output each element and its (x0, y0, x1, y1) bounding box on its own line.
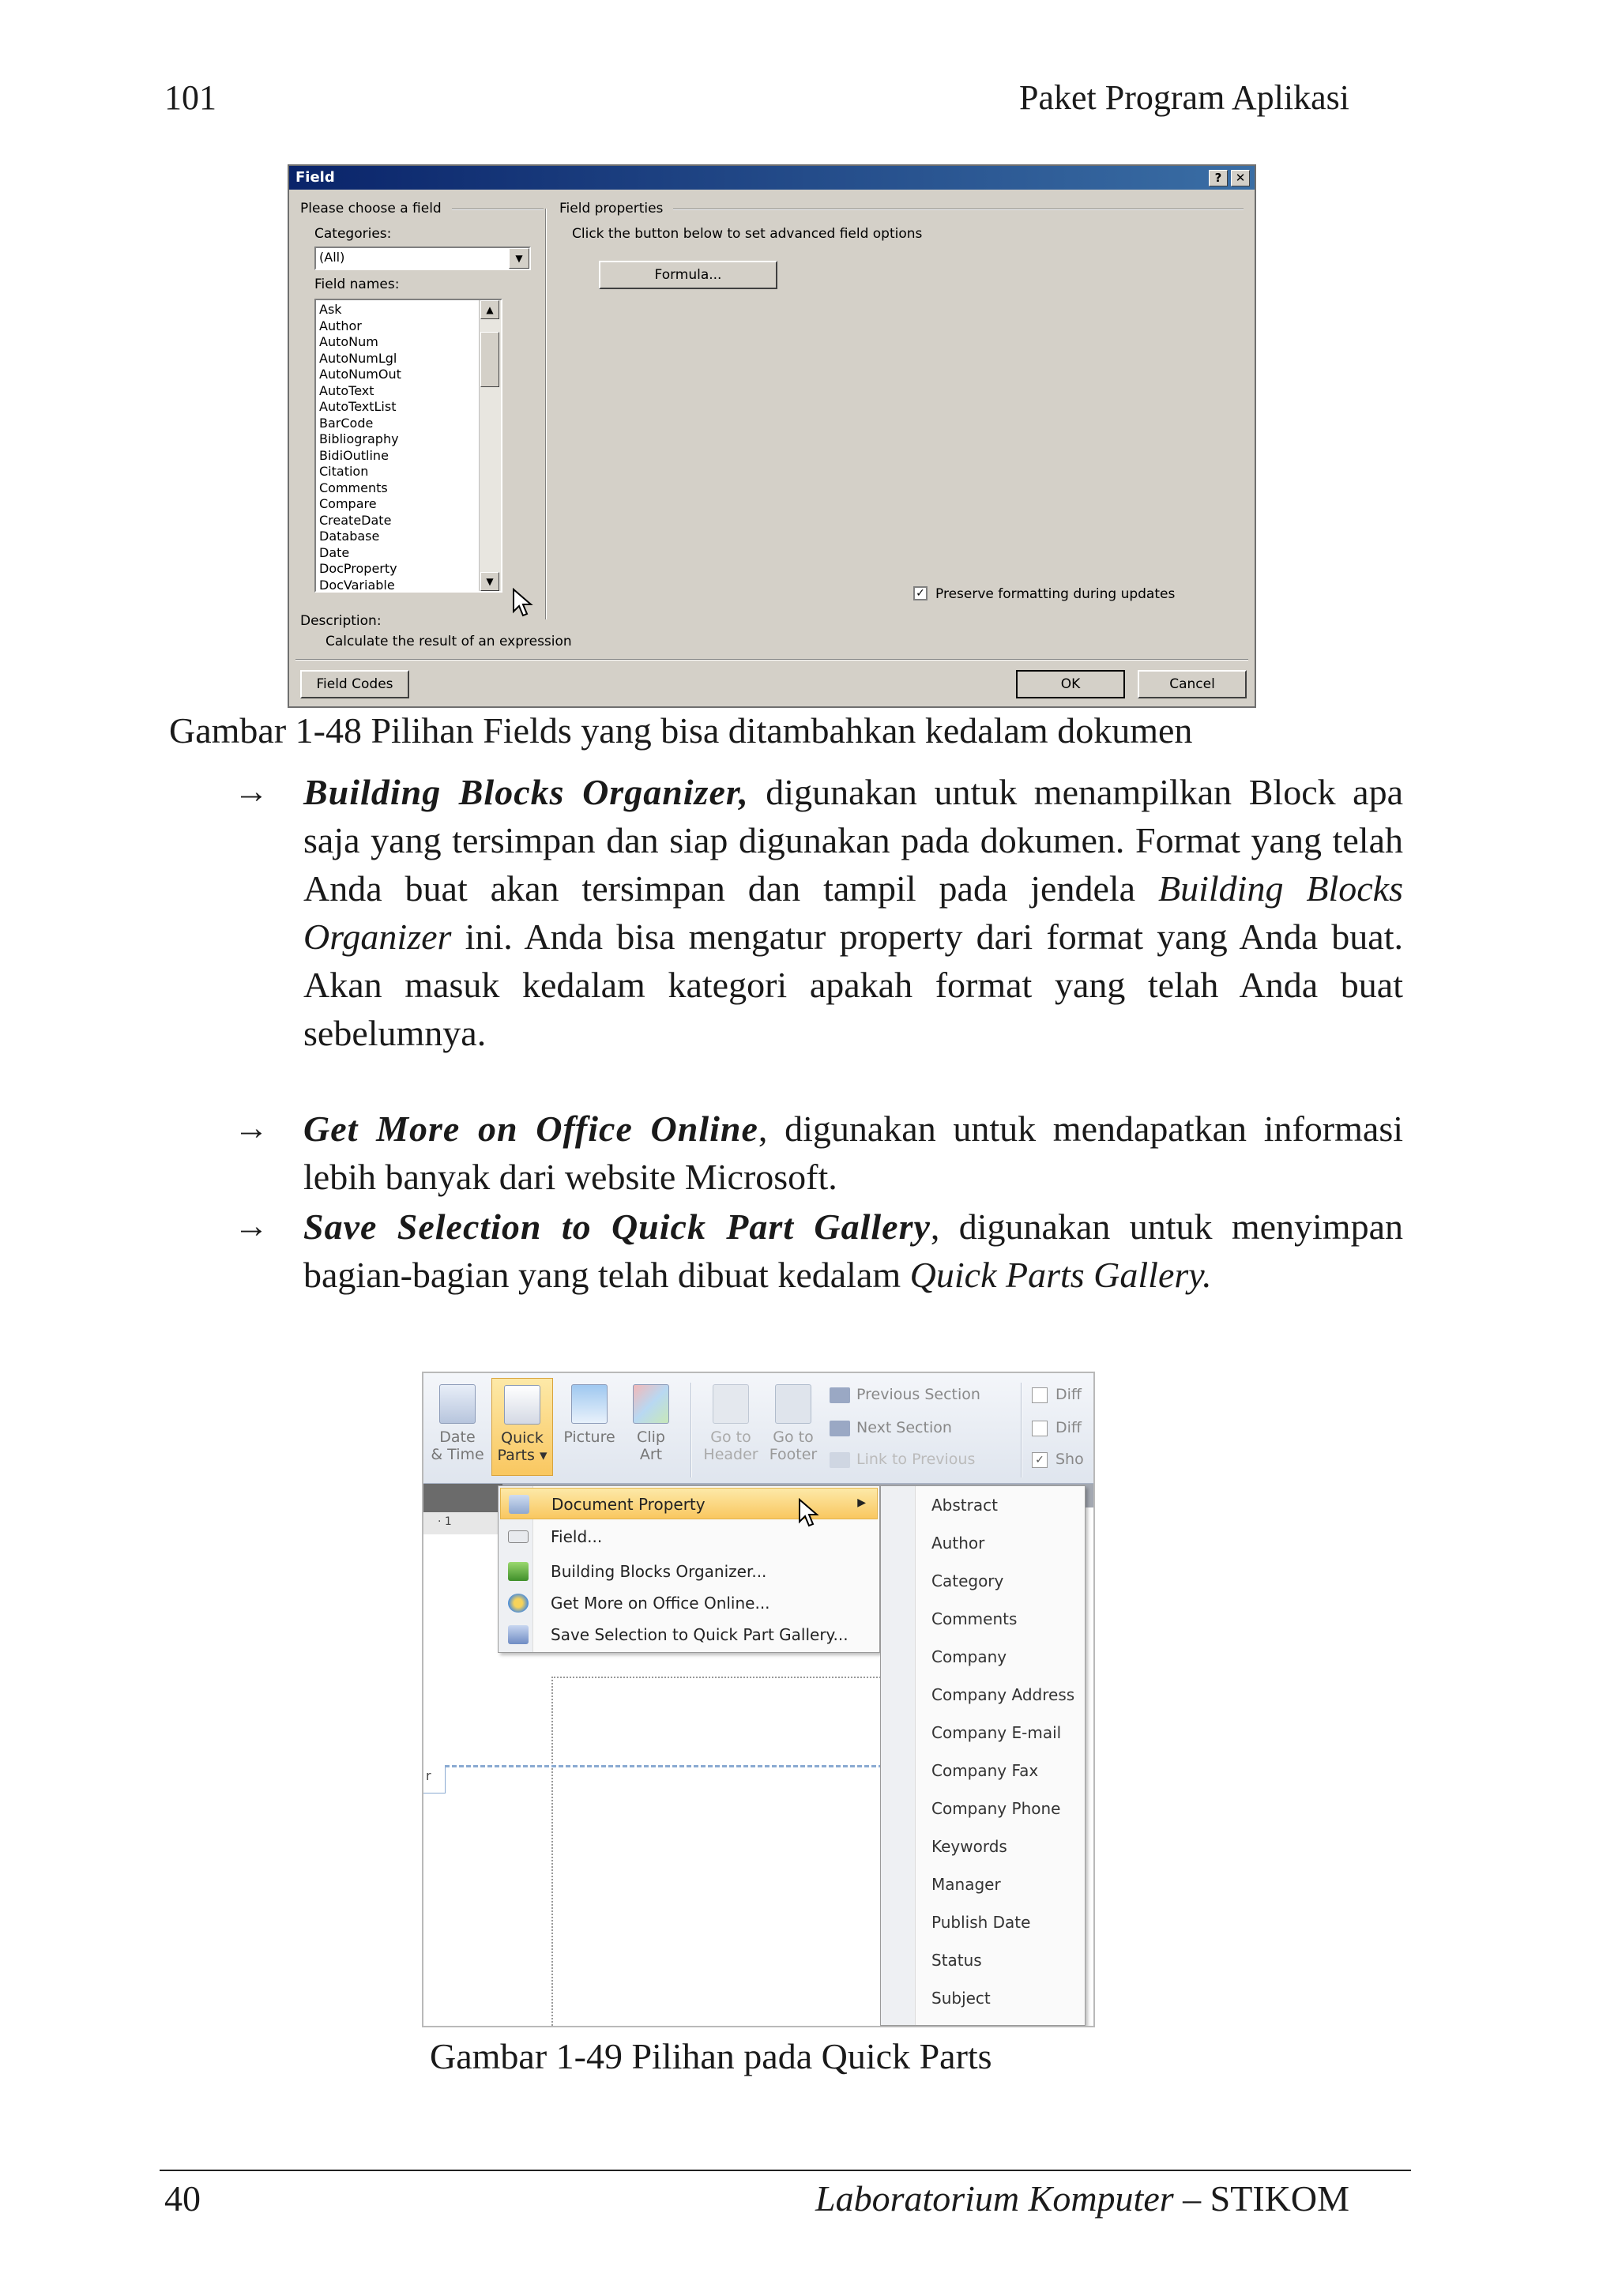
building-blocks-icon (508, 1562, 529, 1581)
formula-button[interactable]: Formula... (599, 261, 777, 289)
chevron-down-icon[interactable]: ▼ (509, 248, 529, 269)
go-to-footer-button[interactable] (765, 1384, 822, 1463)
office-online-icon (508, 1594, 529, 1613)
menu-item-save-selection[interactable] (500, 1619, 878, 1650)
link-to-previous-label: Link to Previous (856, 1451, 976, 1468)
field-name-item[interactable]: AutoNum (319, 334, 378, 349)
quick-parts-label-2: Parts ▾ (497, 1447, 547, 1464)
submenu-item[interactable]: Keywords (931, 1837, 1007, 1856)
bullet-text: ini. Anda bisa mengatur property dari format yang Anda buat. Akan masuk kedalam kategori apakah format yang telah Anda buat sebelumnya. (303, 917, 1403, 1053)
field-name-item[interactable]: Compare (319, 496, 377, 511)
clip-art-label-1: Clip (637, 1428, 665, 1446)
picture-icon (571, 1384, 608, 1424)
next-section-button[interactable] (830, 1419, 952, 1436)
submenu-item[interactable]: Author (931, 1534, 985, 1553)
submenu-icon-strip (881, 1486, 916, 2025)
field-name-item[interactable]: CreateDate (319, 512, 392, 528)
footer-org: STIKOM (1210, 2178, 1349, 2219)
quick-parts-screenshot (422, 1372, 1095, 2027)
menu-item-label: Document Property (551, 1495, 706, 1514)
field-name-item[interactable]: Comments (319, 480, 388, 495)
margin-boundary-line (551, 1677, 553, 2027)
group-divider (673, 209, 1244, 210)
ribbon-separator (1021, 1383, 1022, 1477)
close-button[interactable]: ✕ (1231, 170, 1250, 186)
submenu-item[interactable]: Company Phone (931, 1799, 1061, 1818)
menu-item-label: Save Selection to Quick Part Gallery... (551, 1625, 849, 1644)
bullet-building-blocks (303, 768, 1403, 1057)
menu-item-get-more[interactable] (500, 1587, 878, 1619)
clip-art-label-2: Art (639, 1446, 663, 1463)
field-name-item[interactable]: Bibliography (319, 431, 399, 446)
link-icon (830, 1452, 850, 1468)
submenu-item[interactable]: Status (931, 1951, 982, 1970)
header-boundary-line (551, 1677, 883, 1678)
go-footer-label-2: Footer (769, 1446, 818, 1463)
footer-tab: r (422, 1765, 446, 1794)
option-checkbox-3[interactable] (1032, 1451, 1084, 1468)
clip-art-icon (633, 1384, 669, 1424)
bullet-text: , digunakan untuk mendapatkan informasi lebih banyak dari website Microsoft. (303, 1108, 1403, 1197)
field-dialog (288, 164, 1256, 708)
submenu-item[interactable]: Abstract (931, 1496, 998, 1515)
figure-caption-1-48: Gambar 1-48 Pilihan Fields yang bisa ditambahkan kedalam dokumen (169, 710, 1193, 751)
clip-art-button[interactable] (624, 1384, 678, 1463)
group-divider-vertical (545, 209, 547, 619)
cancel-button[interactable]: Cancel (1138, 670, 1247, 698)
field-name-item[interactable]: Ask (319, 302, 342, 317)
term-get-more: Get More on Office Online (303, 1108, 758, 1149)
date-time-button[interactable] (430, 1384, 485, 1463)
option-label-3: Sho (1055, 1451, 1084, 1468)
previous-section-button[interactable] (830, 1386, 980, 1403)
field-name-item[interactable]: AutoTextList (319, 399, 397, 414)
field-names-list[interactable] (314, 299, 502, 593)
submenu-item[interactable]: Category (931, 1571, 1004, 1590)
field-codes-button[interactable]: Field Codes (300, 670, 409, 698)
bullet-save-selection (303, 1203, 1403, 1299)
scroll-up-icon[interactable]: ▲ (480, 300, 499, 319)
go-header-label-1: Go to (710, 1428, 751, 1446)
checkbox-icon (1032, 1421, 1048, 1436)
horizontal-ruler: · 1 (423, 1512, 502, 1534)
ribbon-separator (690, 1383, 692, 1477)
submenu-item[interactable]: Company Address (931, 1685, 1075, 1704)
checkbox-icon (1032, 1387, 1048, 1403)
term-italic: Building Blocks Organizer (303, 868, 1403, 957)
menu-item-label: Get More on Office Online... (551, 1594, 770, 1613)
option-label-2: Diff (1055, 1419, 1082, 1436)
date-time-label-2: & Time (431, 1446, 484, 1463)
page-number-footer: 40 (164, 2178, 201, 2219)
submenu-item[interactable]: Publish Date (931, 1913, 1031, 1932)
menu-item-label: Building Blocks Organizer... (551, 1562, 767, 1581)
picture-button[interactable] (559, 1384, 619, 1446)
quick-parts-button[interactable] (491, 1378, 553, 1476)
field-properties-group-label: Field properties (559, 201, 664, 216)
previous-section-label: Previous Section (856, 1386, 980, 1403)
term-building-blocks: Building Blocks Organizer, (303, 772, 749, 812)
footer-divider (295, 659, 1248, 661)
footer-lab: Laboratorium Komputer (815, 2178, 1174, 2219)
quick-parts-menu (498, 1485, 880, 1653)
submenu-item[interactable]: Manager (931, 1875, 1001, 1894)
field-name-item[interactable]: Citation (319, 464, 369, 479)
footer-separator-line (423, 1765, 883, 1767)
field-name-item[interactable]: DocVariable (319, 577, 395, 593)
figure-caption-1-49: Gambar 1-49 Pilihan pada Quick Parts (430, 2036, 992, 2076)
go-footer-label-1: Go to (773, 1428, 814, 1446)
footer-dash: – (1173, 2178, 1210, 2219)
submenu-arrow-icon: ▶ (857, 1496, 866, 1509)
field-names-label: Field names: (314, 277, 400, 292)
categories-label: Categories: (314, 226, 392, 242)
field-name-item[interactable]: AutoNumLgl (319, 350, 397, 366)
description-label: Description: (300, 613, 382, 629)
picture-label: Picture (563, 1428, 615, 1446)
mouse-pointer-icon (798, 1498, 820, 1530)
menu-item-label: Field... (551, 1527, 603, 1546)
dialog-titlebar (289, 166, 1255, 190)
option-label-1: Diff (1055, 1386, 1082, 1403)
document-property-icon (509, 1495, 529, 1514)
menu-item-building-blocks[interactable] (500, 1556, 878, 1587)
preserve-formatting-label: Preserve formatting during updates (935, 586, 1176, 602)
field-name-item[interactable]: Author (319, 318, 362, 333)
quick-parts-label-1: Quick (501, 1429, 544, 1447)
menu-item-document-property[interactable] (500, 1488, 878, 1519)
scroll-thumb[interactable] (480, 332, 499, 387)
field-names-items (319, 302, 401, 593)
link-to-previous-button[interactable] (830, 1451, 975, 1468)
categories-dropdown[interactable] (314, 247, 531, 270)
submenu-item[interactable]: Company E-mail (931, 1723, 1062, 1742)
option-checkbox-1[interactable] (1032, 1386, 1082, 1403)
bullet-arrow: → (234, 1206, 269, 1245)
dialog-title: Field (295, 169, 335, 186)
option-checkbox-2[interactable] (1032, 1419, 1082, 1436)
term-save-selection: Save Selection to Quick Part Gallery (303, 1206, 931, 1247)
quick-parts-icon (504, 1385, 540, 1425)
header-icon (713, 1384, 749, 1424)
group-divider (452, 209, 544, 210)
description-text: Calculate the result of an expression (325, 634, 572, 649)
submenu-item[interactable]: Company Fax (931, 1761, 1039, 1780)
bullet-text: , digunakan untuk menyimpan bagian-bagian yang telah dibuat kedalam (303, 1206, 1403, 1295)
previous-section-icon (830, 1387, 850, 1403)
page-number-header: 101 (164, 78, 216, 117)
list-scrollbar[interactable] (479, 300, 501, 591)
footer-rule (160, 2170, 1411, 2171)
ribbon (423, 1373, 1093, 1484)
bullet-text: digunakan untuk menampilkan Block apa saja yang tersimpan dan siap digunakan pada dokumen. Format yang telah Anda buat akan tersimpan dan tampil pada jendela (303, 772, 1403, 909)
field-name-item[interactable]: AutoNumOut (319, 367, 401, 382)
submenu-item[interactable]: Comments (931, 1609, 1018, 1628)
ok-button[interactable]: OK (1016, 670, 1125, 698)
bullet-get-more (303, 1105, 1403, 1201)
bullet-arrow: → (234, 772, 269, 811)
checkbox-checked-icon: ✓ (1032, 1452, 1048, 1468)
bullet-arrow: → (234, 1108, 269, 1147)
go-header-label-2: Header (703, 1446, 758, 1463)
calendar-icon (439, 1384, 476, 1424)
field-properties-hint: Click the button below to set advanced field options (572, 226, 923, 242)
field-name-item[interactable]: Date (319, 544, 350, 560)
field-name-item[interactable]: AutoText (319, 382, 374, 398)
categories-value: (All) (319, 250, 345, 265)
save-selection-icon (508, 1625, 529, 1644)
footer-title (815, 2177, 1349, 2219)
go-to-header-button[interactable] (700, 1384, 762, 1463)
date-time-label-1: Date (439, 1428, 476, 1446)
field-icon (508, 1530, 529, 1543)
next-section-label: Next Section (856, 1419, 952, 1436)
submenu-item[interactable]: Subject (931, 1989, 991, 2008)
submenu-item[interactable]: Company (931, 1647, 1007, 1666)
field-name-item[interactable]: BarCode (319, 415, 374, 431)
field-name-item[interactable]: BidiOutline (319, 447, 389, 463)
scroll-down-icon[interactable]: ▼ (480, 572, 499, 591)
document-property-submenu (880, 1485, 1086, 2026)
term-italic: Quick Parts Gallery. (909, 1255, 1212, 1295)
mouse-pointer-icon (512, 588, 534, 619)
choose-field-group-label: Please choose a field (300, 201, 442, 216)
field-name-item[interactable]: Database (319, 529, 380, 544)
preserve-formatting-checkbox[interactable]: ✓ (913, 586, 928, 600)
next-section-icon (830, 1421, 850, 1436)
footer-icon (775, 1384, 811, 1424)
field-name-item[interactable]: DocProperty (319, 561, 397, 576)
book-title-header: Paket Program Aplikasi (1019, 78, 1349, 117)
help-button[interactable]: ? (1209, 170, 1228, 186)
menu-item-field[interactable] (500, 1521, 878, 1553)
